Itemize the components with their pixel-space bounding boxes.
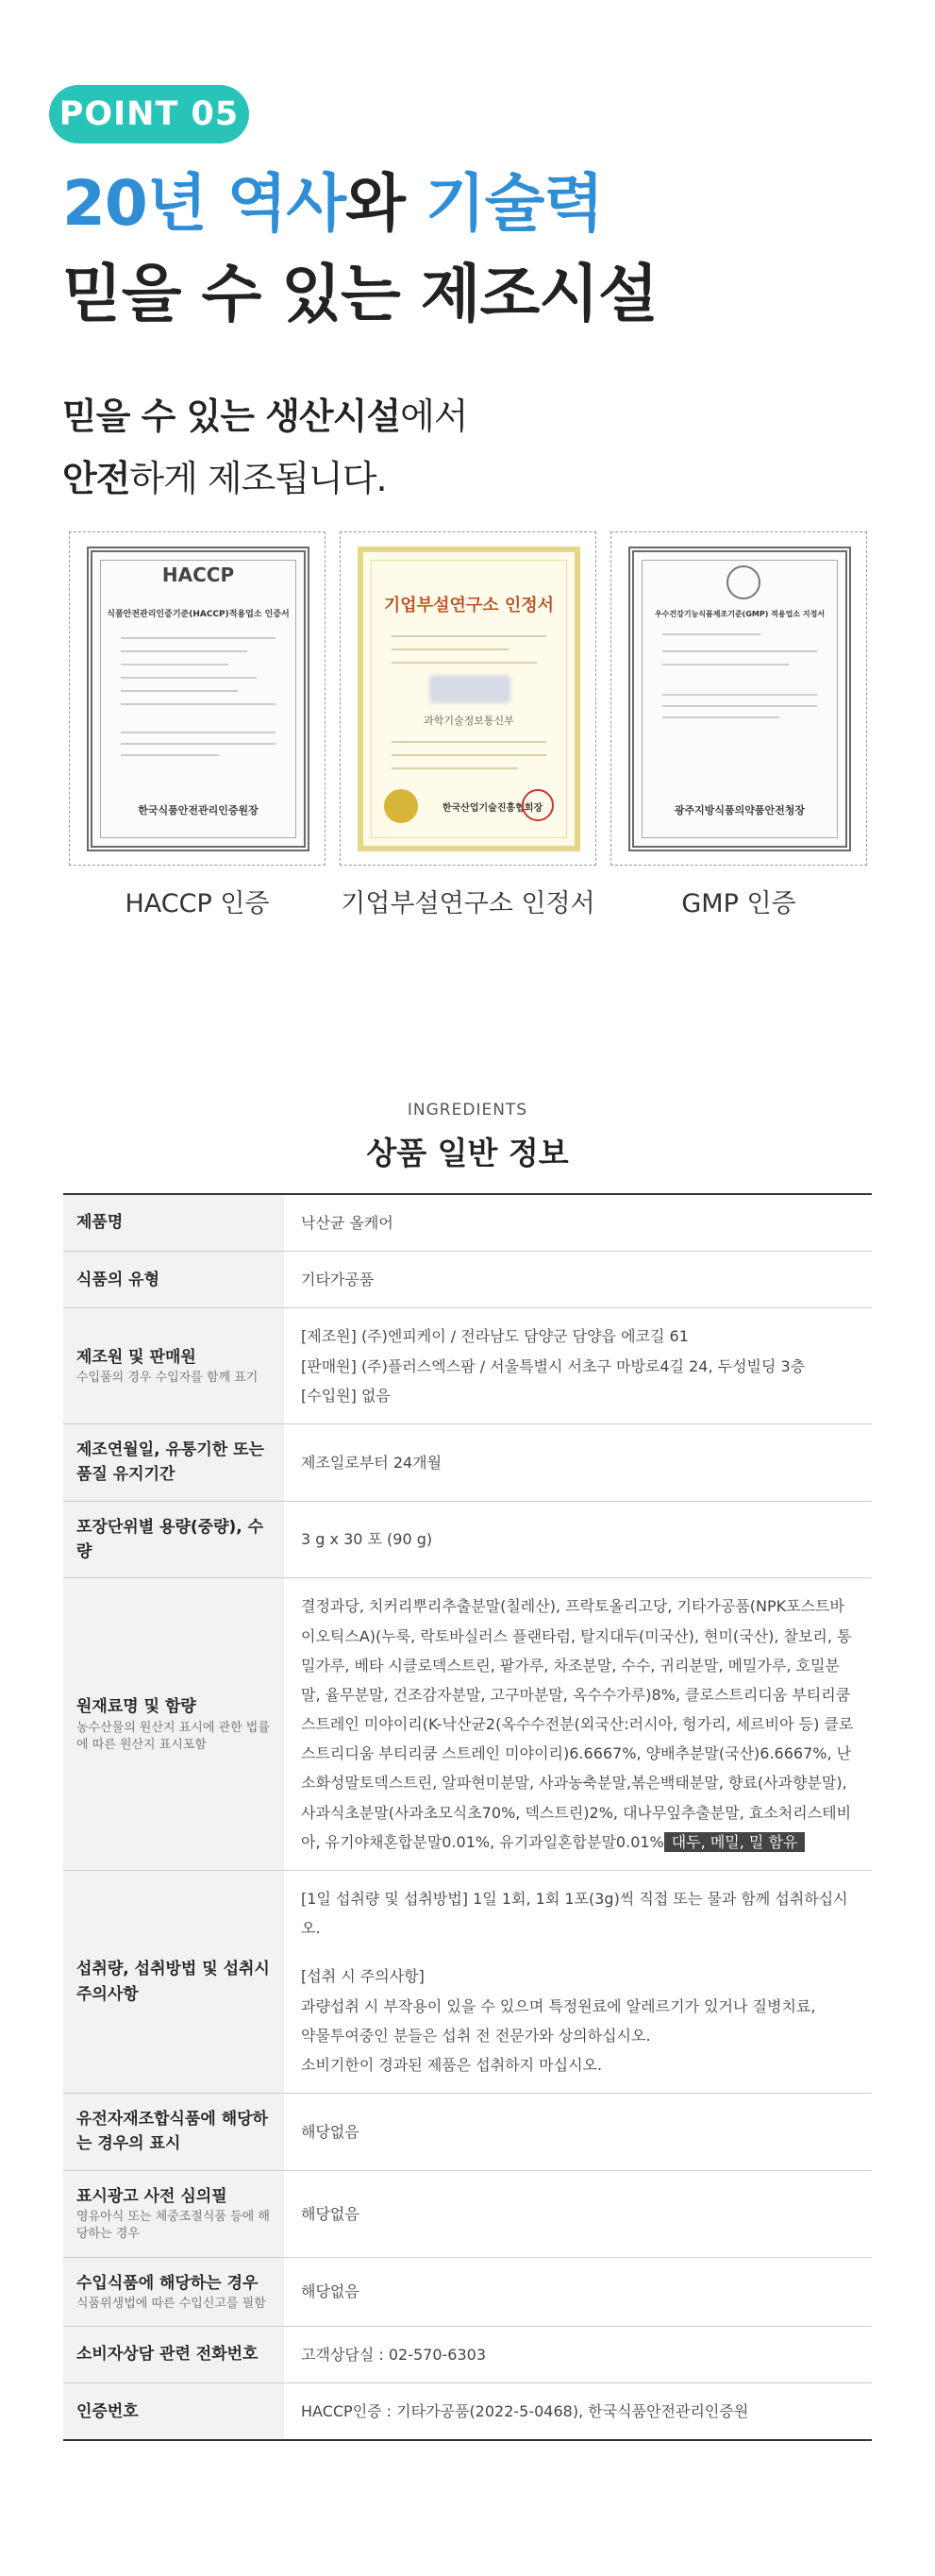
row-value-line: 과량섭취 시 부작용이 있을 수 있으며 특정원료에 알레르기가 있거나 질병치료, bbox=[301, 1996, 816, 2015]
row-value-line: HACCP인증 : 기타가공품(2022-5-0468), 한국식품안전관리인증원 bbox=[301, 2402, 749, 2421]
row-header bbox=[63, 2094, 284, 2171]
research-issuer: 한국산업기술진흥협회장 bbox=[442, 803, 543, 814]
row-value bbox=[284, 1194, 872, 1252]
row-value-line: [섭취 시 주의사항] bbox=[301, 1967, 425, 1986]
row-value bbox=[284, 1423, 872, 1501]
row-value-line: 해당없음 bbox=[301, 2122, 359, 2141]
row-value bbox=[284, 1578, 872, 1871]
row-value-line: 낙산균 올케어 bbox=[301, 1214, 393, 1232]
row-header-label: 소비자상담 관련 전화번호 bbox=[76, 2345, 259, 2365]
haccp-certificate bbox=[69, 531, 326, 866]
table-row bbox=[63, 2383, 872, 2441]
row-value bbox=[284, 1871, 872, 2094]
table-row bbox=[63, 1194, 872, 1252]
row-header bbox=[63, 1252, 284, 1308]
hero-highlight-history: 20년 역사 bbox=[62, 167, 346, 240]
table-row bbox=[63, 2327, 872, 2383]
table-row bbox=[63, 1308, 872, 1424]
row-value-line: [1일 섭취량 및 섭취방법] 1일 1회, 1회 1포(3g)씩 직접 또는 물과 함께 섭취하십시오. bbox=[301, 1890, 848, 1938]
haccp-heading: 식품안전관리인증기준(HACCP)적용업소 인증서 bbox=[107, 610, 290, 619]
hero-highlight-tech: 기술력 bbox=[425, 167, 604, 240]
row-header bbox=[63, 2257, 284, 2327]
ingredients-title: 상품 일반 정보 bbox=[366, 1135, 569, 1171]
research-cert-ministry: 과학기술정보통신부 bbox=[424, 715, 514, 727]
row-value-line: 약물투여중인 분들은 섭취 전 전문가와 상의하십시오. bbox=[301, 2026, 651, 2045]
row-value-line: 기타가공품 bbox=[301, 1271, 375, 1289]
hero-title bbox=[62, 159, 658, 340]
table-row bbox=[63, 1578, 872, 1871]
row-value-line: 해당없음 bbox=[301, 2282, 359, 2301]
row-header-label: 인증번호 bbox=[76, 2401, 139, 2421]
row-header-label: 수입식품에 해당하는 경우 bbox=[76, 2273, 259, 2293]
research-cert-title: 기업부설연구소 인정서 bbox=[383, 596, 555, 615]
gmp-certificate-paper bbox=[628, 547, 851, 851]
haccp-logo-text: HACCP bbox=[161, 564, 235, 586]
row-value bbox=[284, 1308, 872, 1424]
row-value-line: 제조일로부터 24개월 bbox=[301, 1453, 442, 1472]
row-value-line: [제조원] (주)엔피케이 / 전라남도 담양군 담양읍 에코길 61 bbox=[301, 1327, 689, 1346]
row-header-label: 표시광고 사전 심의필 bbox=[76, 2186, 227, 2206]
row-header-label: 포장단위별 용량(중량), 수량 bbox=[76, 1517, 264, 1561]
row-header-label: 원재료명 및 함량 bbox=[76, 1697, 196, 1717]
row-header-label: 식품의 유형 bbox=[76, 1270, 160, 1289]
row-value-line: 고객상담실 : 02-570-6303 bbox=[301, 2346, 487, 2365]
row-value bbox=[284, 2383, 872, 2441]
row-header bbox=[63, 2327, 284, 2383]
row-header bbox=[63, 2170, 284, 2257]
row-header bbox=[63, 1423, 284, 1501]
subtitle-bold-1: 믿을 수 있는 생산시설 bbox=[62, 396, 401, 437]
row-value-line: [판매원] (주)플러스엑스팜 / 서울특별시 서초구 마방로4길 24, 두성빌딩 3층 bbox=[301, 1356, 806, 1375]
row-header-label: 제조원 및 판매원 bbox=[76, 1347, 196, 1367]
point-label: POINT 05 bbox=[58, 95, 240, 133]
gmp-heading: 우수건강기능식품제조기준(GMP) 적용업소 지정서 bbox=[654, 610, 826, 618]
row-header-label: 섭취량, 섭취방법 및 섭취시 주의사항 bbox=[76, 1960, 270, 2004]
ingredients-label: INGREDIENTS bbox=[407, 1101, 528, 1120]
row-value bbox=[284, 1501, 872, 1578]
row-header bbox=[63, 1501, 284, 1578]
table-row bbox=[63, 1501, 872, 1578]
row-value bbox=[284, 2094, 872, 2171]
haccp-caption: HACCP 인증 bbox=[125, 889, 270, 918]
row-header-label: 유전자재조합식품에 해당하는 경우의 표시 bbox=[76, 2110, 268, 2154]
table-row bbox=[63, 1252, 872, 1308]
subtitle-rest-1: 에서 bbox=[400, 396, 468, 437]
row-value bbox=[284, 1252, 872, 1308]
table-row bbox=[63, 2170, 872, 2257]
kpia-seal-icon bbox=[384, 789, 418, 823]
haccp-issuer: 한국식품안전관리인증원장 bbox=[138, 804, 259, 817]
row-header-note: 농수산물의 원산지 표시에 관한 법률에 따른 원산지 표시포함 bbox=[76, 1720, 270, 1752]
row-value bbox=[284, 2170, 872, 2257]
row-value bbox=[284, 2327, 872, 2383]
subtitle bbox=[62, 385, 467, 510]
row-header-label: 제품명 bbox=[76, 1213, 124, 1233]
row-header bbox=[63, 1871, 284, 2094]
row-value-line: 소비기한이 경과된 제품은 섭취하지 마십시오. bbox=[301, 2055, 603, 2074]
haccp-certificate-paper bbox=[87, 547, 309, 851]
emblem-icon bbox=[726, 565, 760, 599]
table-row bbox=[63, 1871, 872, 2094]
table-row bbox=[63, 1423, 872, 1501]
row-value-line: 해당없음 bbox=[301, 2204, 359, 2223]
row-value-line: 3 g x 30 포 (90 g) bbox=[301, 1530, 433, 1549]
row-header bbox=[63, 1194, 284, 1252]
table-row bbox=[63, 2257, 872, 2327]
gmp-caption: GMP 인증 bbox=[681, 889, 796, 918]
subtitle-bold-2: 안전 bbox=[62, 458, 130, 499]
row-header bbox=[63, 1308, 284, 1424]
gmp-issuer: 광주지방식품의약품안전청장 bbox=[674, 804, 806, 817]
red-seal-icon bbox=[522, 789, 554, 821]
row-header-label: 제조연월일, 유통기한 또는 품질 유지기간 bbox=[76, 1440, 264, 1485]
research-institute-certificate bbox=[340, 531, 596, 866]
point-badge bbox=[49, 85, 249, 143]
row-value-line bbox=[301, 1943, 855, 1961]
research-caption: 기업부설연구소 인정서 bbox=[341, 889, 595, 918]
row-value bbox=[284, 2257, 872, 2327]
row-header-note: 영유아식 또는 체중조절식품 등에 해당하는 경우 bbox=[76, 2210, 270, 2242]
subtitle-rest-2: 하게 제조됩니다. bbox=[129, 458, 387, 499]
row-header-note: 수입품의 경우 수입자를 함께 표기 bbox=[76, 1371, 259, 1386]
row-header bbox=[63, 2383, 284, 2441]
row-value-line: 결정과당, 치커리뿌리추출분말(칠레산), 프락토올리고당, 기타가공품(NPK포스트바이오틱스A)(누룩, 락토바실러스 플랜타럼, 탈지대두(미국산), 현미(국산), 찰보리, 통밀가루, 베타 시클로덱스트린, 팥가루, 차조분말, 수수, 귀리분말, 메밀가루, 호밀분말, 율무분말, 건조감자분말, 고구마분말, 옥수수가루)8%, 클로스트리디움 부티리쿰 스트레인 미야이리(K-낙산균2(옥수수전분(외국산:러시아, 헝가리, 세르비아 등) 클로스트리디움 부티리쿰 스트레인 미야이리)6.6667%, 양배추분말(국산)6.6667%, 난소화성말토덱스트린, 알파현미분말, 사과농축분말,볶은백태분말, 향료(사과향분말), 사과식초분말(사과초모식초70%, 덱스트린)2%, 대나무잎추출분말, 효소처리스테비아, 유기야채혼합분말0.01%, 유기과일혼합분말0.01% bbox=[301, 1597, 854, 1851]
hero-line2: 믿을 수 있는 제조시설 bbox=[62, 258, 658, 330]
row-header-note: 식품위생법에 따른 수입신고를 필함 bbox=[76, 2296, 266, 2311]
gmp-certificate bbox=[610, 531, 867, 866]
allergen-badge: 대두, 메밀, 밀 함유 bbox=[664, 1832, 806, 1852]
table-row bbox=[63, 2094, 872, 2171]
hero-connector: 와 bbox=[345, 167, 426, 240]
product-info-table bbox=[63, 1193, 872, 2441]
row-value-line: [수입원] 없음 bbox=[301, 1386, 391, 1405]
research-certificate-paper bbox=[358, 547, 580, 851]
row-header bbox=[63, 1578, 284, 1871]
